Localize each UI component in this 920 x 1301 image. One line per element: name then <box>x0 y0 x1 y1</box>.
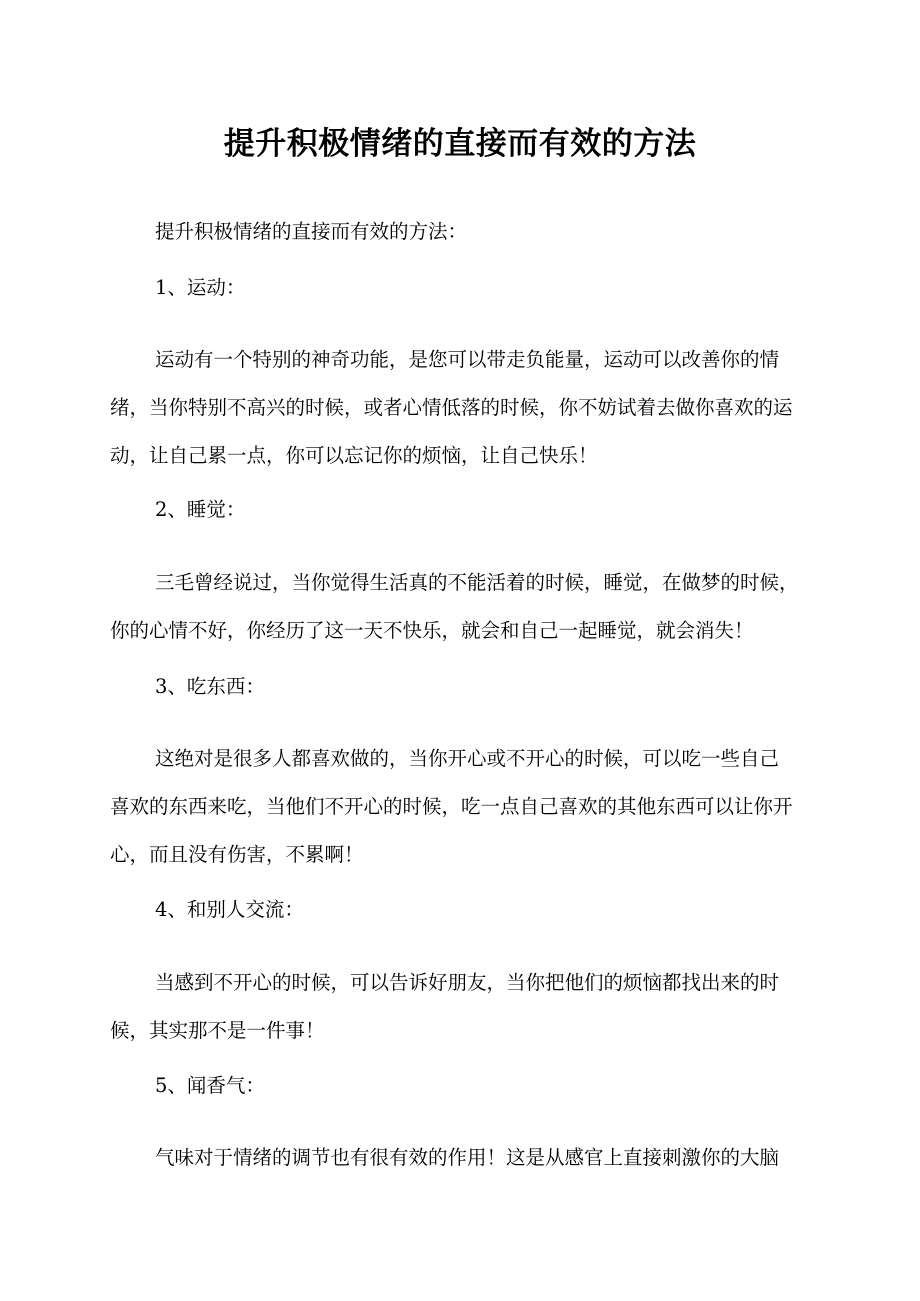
section-heading: 4、和别人交流： <box>155 898 304 921</box>
paragraph-line: 绪，当你特别不高兴的时候，或者心情低落的时候，你不妨试着去做你喜欢的运 <box>110 396 793 419</box>
paragraph-line: 心，而且没有伤害，不累啊！ <box>110 843 364 866</box>
section-heading: 3、吃东西： <box>155 675 265 698</box>
section-heading: 1、运动： <box>155 276 246 299</box>
paragraph-line: 三毛曾经说过，当你觉得生活真的不能活着的时候，睡觉，在做梦的时候， <box>155 571 799 594</box>
paragraph-line: 候，其实那不是一件事！ <box>110 1019 325 1042</box>
paragraph-line: 当感到不开心的时候，可以告诉好朋友，当你把他们的烦恼都找出来的时 <box>155 971 780 994</box>
intro-text: 提升积极情绪的直接而有效的方法： <box>155 220 468 243</box>
paragraph-line: 你的心情不好，你经历了这一天不快乐，就会和自己一起睡觉，就会消失！ <box>110 619 754 642</box>
paragraph-line: 这绝对是很多人都喜欢做的，当你开心或不开心的时候，可以吃一些自己 <box>155 747 780 770</box>
paragraph-line: 喜欢的东西来吃，当他们不开心的时候，吃一点自己喜欢的其他东西可以让你开 <box>110 795 793 818</box>
paragraph-line: 运动有一个特别的神奇功能，是您可以带走负能量，运动可以改善你的情 <box>155 348 780 371</box>
section-heading: 2、睡觉： <box>155 498 246 521</box>
page-title: 提升积极情绪的直接而有效的方法 <box>223 126 697 162</box>
paragraph-line: 动，让自己累一点，你可以忘记你的烦恼，让自己快乐！ <box>110 444 598 467</box>
paragraph-line: 气味对于情绪的调节也有很有效的作用！这是从感官上直接刺激你的大脑 <box>155 1146 780 1169</box>
section-heading: 5、闻香气： <box>155 1074 265 1097</box>
